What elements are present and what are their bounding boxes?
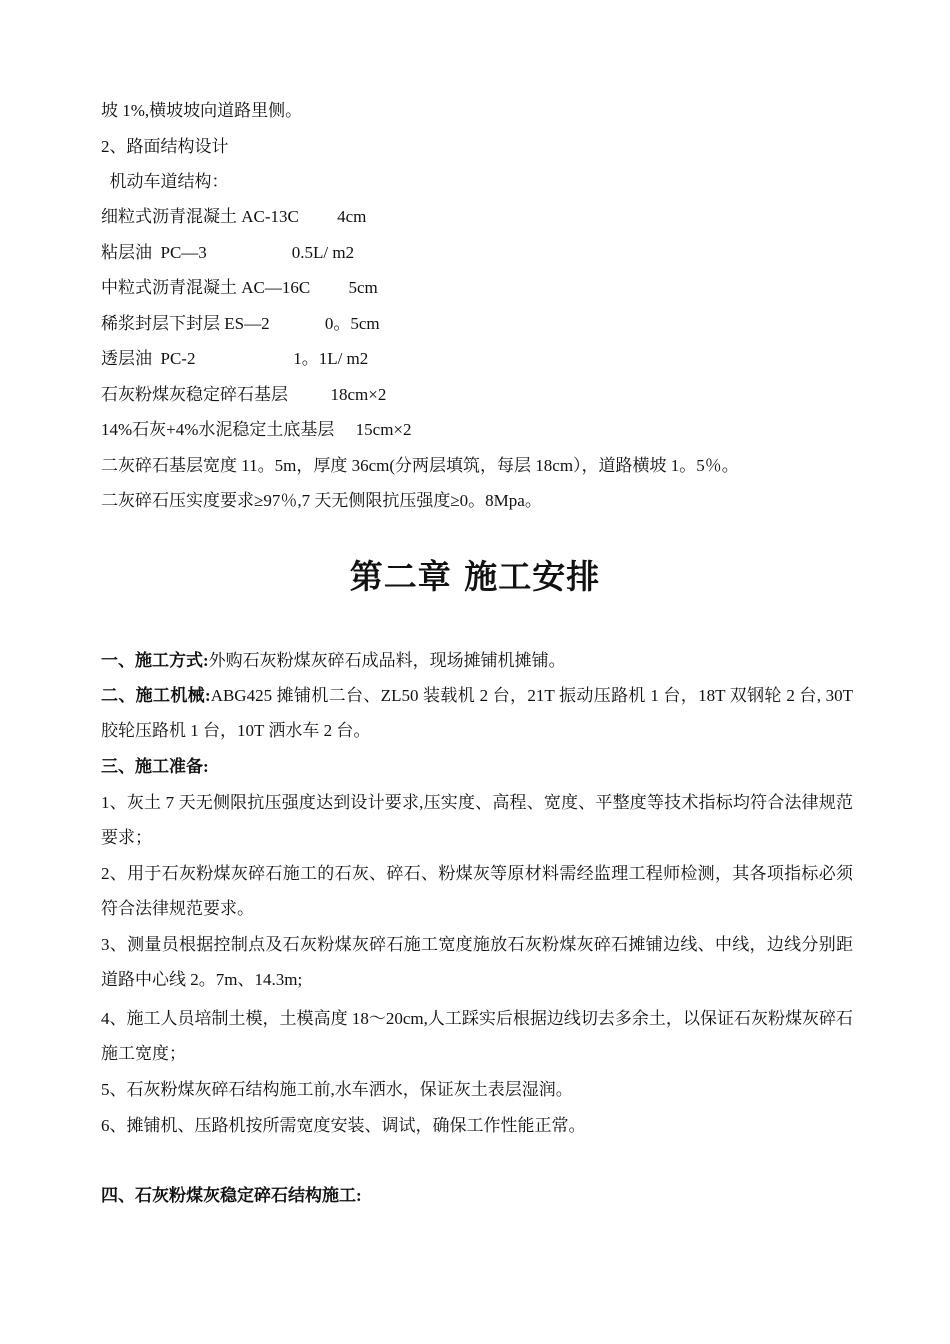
text-line: 粘层油 PC—3 0.5L/ m2 xyxy=(101,243,355,262)
prep-item: 4、施工人员培制土模，土模高度 18～20cm,人工踩实后根据边线切去多余土，以保证石灰粉煤灰碎石施工宽度； xyxy=(101,1009,853,1063)
text-line: 透层油 PC-2 1。1L/ m2 xyxy=(101,349,369,368)
prep-item: 3、测量员根据控制点及石灰粉煤灰碎石施工宽度施放石灰粉煤灰碎石摊铺边线、中线，边线分别距道路中心线 2。7m、14.3m; xyxy=(101,935,853,989)
text-line: 14%石灰+4%水泥稳定土底基层 15cm×2 xyxy=(101,420,412,439)
text-line: 机动车道结构： xyxy=(101,172,229,191)
text-line: 中粒式沥青混凝土 AC—16C 5cm xyxy=(101,278,378,297)
section-text: ABG425 摊铺机二台、ZL50 装载机 2 台，21T 振动压路机 1 台，18T 双钢轮 2 台, 30T 胶轮压路机 1 台，10T 洒水车 2 台。 xyxy=(101,686,853,740)
section-machinery xyxy=(101,678,853,748)
section-base-construction xyxy=(101,1178,853,1213)
prep-item: 2、用于石灰粉煤灰碎石施工的石灰、碎石、粉煤灰等原材料需经监理工程师检测，其各项指标必须符合法律规范要求。 xyxy=(101,864,853,918)
section-heading: 三、施工准备: xyxy=(101,757,209,776)
chapter-title: 第二章 施工安排 xyxy=(349,557,601,596)
text-line: 石灰粉煤灰稳定碎石基层 18cm×2 xyxy=(101,385,387,404)
section-preparation xyxy=(101,749,853,784)
section-heading: 四、石灰粉煤灰稳定碎石结构施工: xyxy=(101,1186,362,1205)
prep-item: 1、灰土 7 天无侧限抗压强度达到设计要求,压实度、高程、宽度、平整度等技术指标均符合法律规范要求； xyxy=(101,793,853,847)
text-line: 稀浆封层下封层 ES—2 0。5cm xyxy=(101,314,380,333)
section-construction-method xyxy=(101,643,853,678)
section-heading: 一、施工方式: xyxy=(101,651,209,670)
section-text: 外购石灰粉煤灰碎石成品料，现场摊铺机摊铺。 xyxy=(208,651,566,670)
text-line: 细粒式沥青混凝土 AC-13C 4cm xyxy=(101,207,367,226)
prep-item: 6、摊铺机、压路机按所需宽度安装、调试，确保工作性能正常。 xyxy=(101,1116,586,1135)
section-heading: 二、施工机械: xyxy=(101,686,211,705)
text-line: 二灰碎石压实度要求≥97％,7 天无侧限抗压强度≥0。8Mpa。 xyxy=(101,491,542,510)
text-line: 2、路面结构设计 xyxy=(101,137,229,156)
text-line: 二灰碎石基层宽度 11。5m，厚度 36cm(分两层填筑，每层 18cm），道路横坡 1。5％。 xyxy=(101,456,739,475)
text-line: 坡 1%,横坡坡向道路里侧。 xyxy=(101,101,303,120)
prep-item: 5、石灰粉煤灰碎石结构施工前,水车洒水，保证灰土表层湿润。 xyxy=(101,1080,573,1099)
